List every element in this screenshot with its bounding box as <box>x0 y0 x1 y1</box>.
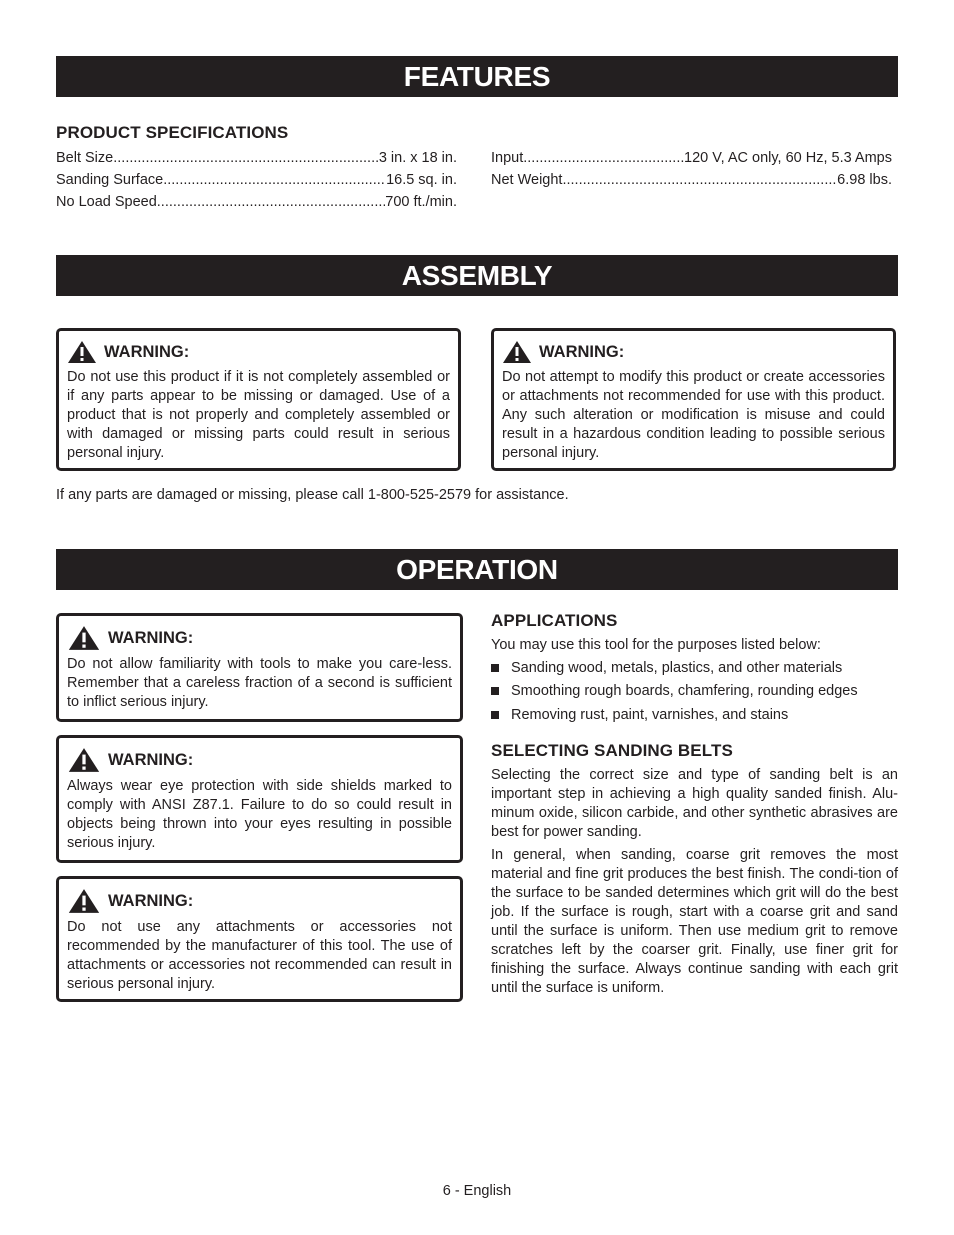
spec-value: 6.98 lbs. <box>837 172 892 188</box>
warning-box <box>56 328 461 471</box>
belts-paragraph-1: Selecting the correct size and type of sanding belt is an important step in achieving a high quality sanded finish. Alu-minum oxide, silicon carbide, and other synthetic abrasives are best for power sanding. <box>491 767 898 840</box>
bullet-square-icon <box>491 711 499 719</box>
warning-text: Always wear eye protection with side shields marked to comply with ANSI Z87.1. Failure to do so could result in objects being thrown into your eyes resulting in possible serious injury. <box>67 778 452 851</box>
warning-text: Do not allow familiarity with tools to make you care-less. Remember that a careless fraction of a second is sufficient to inflict serious injury. <box>67 656 452 710</box>
spec-label: No Load Speed <box>56 194 157 210</box>
bullet-square-icon <box>491 664 499 672</box>
list-item-text: Sanding wood, metals, plastics, and other materials <box>511 660 843 676</box>
spec-label: Sanding Surface <box>56 172 164 188</box>
assembly-banner: ASSEMBLY <box>56 255 898 296</box>
product-specifications-heading: PRODUCT SPECIFICATIONS <box>56 123 289 142</box>
warning-box <box>56 613 463 722</box>
features-banner: FEATURES <box>56 56 898 97</box>
spec-value: 16.5 sq. in. <box>386 172 457 188</box>
specs-right <box>491 147 892 191</box>
warning-triangle-icon <box>67 625 101 651</box>
warning-header <box>67 625 452 651</box>
operation-banner: OPERATION <box>56 549 898 590</box>
leader-dots <box>163 169 386 191</box>
spec-label: Net Weight <box>491 172 563 188</box>
selecting-belts-heading: SELECTING SANDING BELTS <box>491 741 733 760</box>
leader-dots <box>523 147 684 169</box>
specs-left <box>56 147 457 213</box>
warning-label: WARNING: <box>104 342 190 361</box>
spec-row <box>491 169 892 191</box>
warning-label: WARNING: <box>108 628 194 647</box>
spec-value: 3 in. x 18 in. <box>378 150 457 166</box>
applications-heading: APPLICATIONS <box>491 611 618 630</box>
list-item-text: Smoothing rough boards, chamfering, rounding edges <box>511 683 858 699</box>
leader-dots <box>113 147 379 169</box>
warning-header <box>67 888 452 914</box>
warning-triangle-icon <box>67 747 101 773</box>
spec-label: Input <box>491 150 524 166</box>
warning-box <box>56 876 463 1002</box>
spec-row <box>56 147 457 169</box>
warning-header <box>67 340 450 364</box>
spec-row <box>56 191 457 213</box>
warning-header <box>67 747 452 773</box>
leader-dots <box>157 191 385 213</box>
warning-text: Do not use any attachments or accessories not recommended by the manufacturer of this tool. The use of attachments or accessories not recommended can result in serious personal injury. <box>67 919 452 992</box>
warning-label: WARNING: <box>108 750 194 769</box>
warning-label: WARNING: <box>539 342 625 361</box>
list-item <box>491 660 842 676</box>
warning-triangle-icon <box>67 888 101 914</box>
list-item <box>491 707 788 723</box>
leader-dots <box>562 169 837 191</box>
warning-header <box>502 340 885 364</box>
warning-text: Do not attempt to modify this product or create accessories or attachments not recommended for use with this product. Any such alteration or modification is misuse and could result in a hazardous condition leading to possible serious personal injury. <box>502 369 885 461</box>
list-item-text: Removing rust, paint, varnishes, and stains <box>511 707 789 723</box>
bullet-square-icon <box>491 687 499 695</box>
spec-row <box>491 147 892 169</box>
belts-paragraph-2: In general, when sanding, coarse grit removes the most material and fine grit produces the best finish. The condi-tion of the surface to be sanded determines which grit will do the best job. If the surface is rough, start with a coarse grit and sand until the surface is uniform. Then use medium grit to remove scratches left by the coarser grit. Finally, use finer grit for finishing the surface. Always continue sanding with each grit until the surface is uniform. <box>491 847 898 996</box>
assistance-note: If any parts are damaged or missing, please call 1-800-525-2579 for assistance. <box>56 487 569 503</box>
page-number: 6 - English <box>442 1183 512 1199</box>
spec-value: 120 V, AC only, 60 Hz, 5.3 Amps <box>684 150 892 166</box>
warning-label: WARNING: <box>108 891 194 910</box>
warning-triangle-icon <box>67 340 97 364</box>
warning-box <box>56 735 463 863</box>
warning-text: Do not use this product if it is not completely assembled or if any parts appear to be missing or damaged. Use of a product that is not properly and completely assembled or with damaged or missing parts could result in serious personal injury. <box>67 369 450 461</box>
warning-box <box>491 328 896 471</box>
spec-label: Belt Size <box>56 150 114 166</box>
warning-triangle-icon <box>502 340 532 364</box>
applications-intro: You may use this tool for the purposes listed below: <box>491 637 821 653</box>
spec-value: 700 ft./min. <box>385 194 457 210</box>
list-item <box>491 683 858 699</box>
spec-row <box>56 169 457 191</box>
